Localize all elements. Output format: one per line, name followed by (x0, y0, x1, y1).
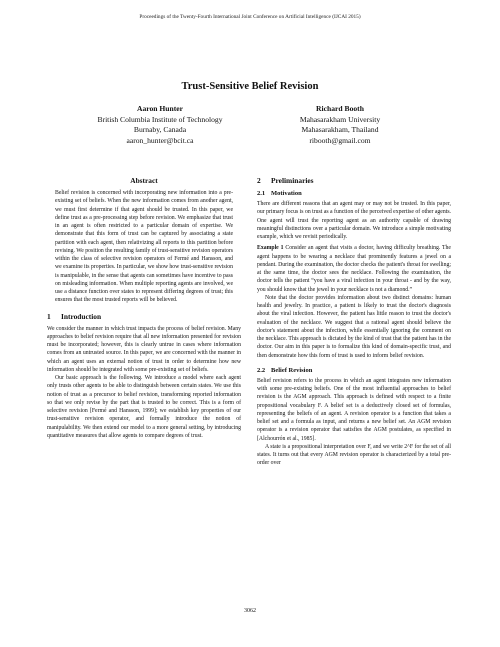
example-label: Example 1 (257, 245, 284, 252)
example-1 (257, 244, 451, 294)
subsection-number: 2.1 (257, 190, 266, 197)
abstract-heading: Abstract (130, 176, 158, 185)
author-name: Richard Booth (316, 104, 364, 113)
section-number: 1 (47, 311, 51, 321)
author-block-hunter (75, 104, 245, 146)
example-text: Consider an agent that visits a doctor, having difficulty breathing. The agent happens to be wearing a necklace that prominently features a jewel on a pendant. During the examination, the doctor checks the patient's throat for swelling; at the same time, the doctor sees the necklace. Following the examination, the doctor tells the patient “you have a viral infection in your throat - and by the way, you should know that the jewel in your necklace is not a diamond.” (257, 245, 451, 293)
author-email: ribooth@gmail.com (309, 135, 371, 145)
section-heading-introduction (47, 312, 241, 322)
subsection-heading-belief-revision (257, 366, 451, 375)
page-number: 3062 (244, 608, 256, 614)
subsection-heading-motivation (257, 189, 451, 198)
abstract-text: Belief revision is concerned with incorporating new information into a pre-existing set of beliefs. When the new information comes from another agent, we must first determine if that agent should be trusted. In this paper, we define trust as a pre-processing step before revision. We emphasize that trust in an agent is often restricted to a particular domain of expertise. We demonstrate that this form of trust can be captured by associating a state partition with each agent, then relativizing all reports to this partition before revising. We position the resulting family of trust-sensitive revision operators within the class of selective revision operators of Fermé and Hansson, and we examine its properties. In particular, we show how trust-sensitive revision is manipulable, in the sense that agents can sometimes have incentive to pass on misleading information. When multiple reporting agents are involved, we use a distance function over states to represent differing degrees of trust; this ensures that the most trusted reports will be believed. (55, 190, 233, 304)
subsection-number: 2.2 (257, 366, 266, 374)
belief-revision-paragraph-2: A state is a propositional interpretation over F, and we write 2^F for the set of all states. It turns out that every AGM revision operator is characterized by a total pre-order over (257, 443, 451, 467)
author-name: Aaron Hunter (136, 104, 184, 113)
subsection-title: Belief Revision (271, 366, 313, 374)
intro-paragraph-1: We consider the manner in which trust impacts the process of belief revision. Many approaches to belief revision require that all new information presented for revision must be incorporated; however, this is clearly untrue in cases where information comes from an untrusted source. In this paper, we are concerned with the manner in which an agent uses an external notion of trust in order to determine how new information should be integrated with some pre-existing set of beliefs. (47, 325, 241, 373)
motivation-paragraph-1: There are different reasons that an agent may or may not be trusted. In this paper, our primary focus is on trust as a function of the perceived expertise of other agents. One agent will trust the reporting agent as an authority capable of drawing meaningful distinctions over a particular domain. We introduce a simple motivating example, which we revisit periodically. (257, 201, 451, 240)
author-email: aaron_hunter@bcit.ca (126, 135, 194, 145)
right-column (257, 176, 451, 468)
proceedings-header: Proceedings of the Twenty-Fourth International Joint Conference on Artificial Intelligence (IJCAI 2015) (139, 14, 361, 20)
author-location: Mahasarakham, Thailand (301, 125, 379, 134)
paper-title: Trust-Sensitive Belief Revision (181, 81, 319, 92)
author-affiliation: British Columbia Institute of Technology (97, 114, 223, 124)
section-title: Introduction (61, 311, 102, 321)
left-column (47, 176, 241, 440)
motivation-paragraph-2: Note that the doctor provides information about two distinct domains: human health and jewelry. In practice, a patient is likely to trust the doctor's diagnosis about the viral infection. However, the patient has little reason to trust the doctor's evaluation of the necklace. We suggest that a rational agent should believe the doctor's statement about the infection, while essentially ignoring the comment on the necklace. This approach is dictated by the kind of trust that the patient has in the doctor. Our aim in this paper is to formalize this kind of domain-specific trust, and then demonstrate how this form of trust is used to inform belief revision. (257, 294, 451, 359)
subsection-title: Motivation (271, 190, 302, 197)
author-affiliation: Mahasarakham University (299, 114, 381, 124)
author-location: Burnaby, Canada (133, 125, 187, 134)
section-heading-preliminaries (257, 176, 451, 186)
author-block-booth (255, 104, 425, 146)
belief-revision-paragraph-1: Belief revision refers to the process in which an agent integrates new information with some pre-existing beliefs. One of the most influential approaches to belief revision is the AGM approach. This approach is defined with respect to a finite propositional vocabulary F. A belief set is a deductively closed set of formulas, representing the beliefs of an agent. A revision operator is a function that takes a belief set and a formula as input, and returns a new belief set. An AGM revision operator is a revision operator that satisfies the AGM postulates, as specified in [Alchourrón et al., 1985]. (257, 377, 451, 442)
section-number: 2 (257, 176, 261, 185)
section-title: Preliminaries (271, 176, 314, 185)
intro-paragraph-2: Our basic approach is the following. We introduce a model where each agent only trusts other agents to be able to distinguish between certain states. We use this notion of trust as a precursor to belief revision, transforming reported information so that we only revise by the part that is trusted to be correct. This is a form of selective revision [Fermé and Hansson, 1999]; we establish key properties of our trust-sensitive revision operator, and formally introduce the notion of manipulability. We then extend our model to a more general setting, by introducing quantitative measures that allow agents to compare degrees of trust. (47, 375, 241, 439)
